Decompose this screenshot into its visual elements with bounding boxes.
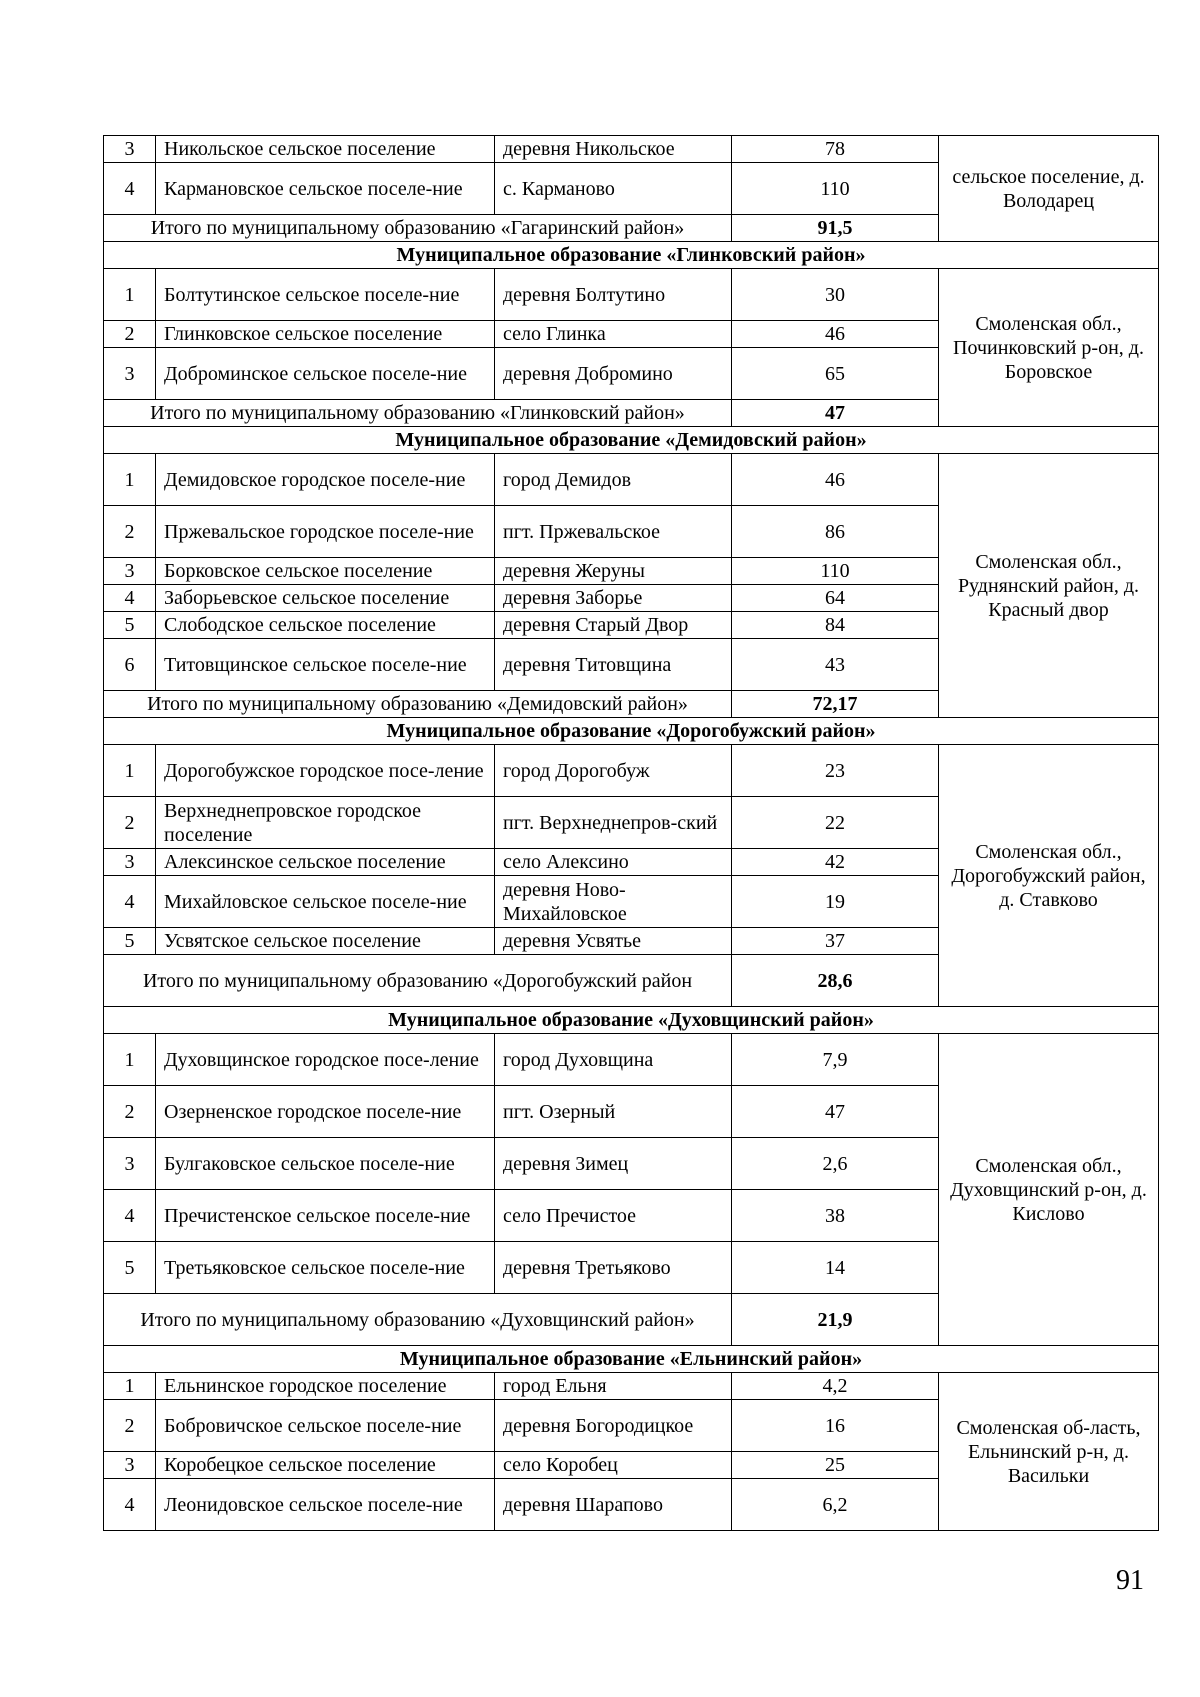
- value-cell: 78: [732, 136, 939, 163]
- section-header-row: [104, 1007, 1159, 1034]
- settlement-name: Ельнинское городское поселение: [156, 1373, 495, 1400]
- value-cell: 43: [732, 639, 939, 691]
- total-label: Итого по муниципальному образованию «Дорогобужский район: [104, 955, 732, 1007]
- page-number: 91: [1116, 1565, 1144, 1596]
- row-number: 4: [104, 876, 156, 928]
- row-number: 5: [104, 612, 156, 639]
- section-title: Муниципальное образование «Ельнинский район»: [104, 1346, 1159, 1373]
- value-cell: 38: [732, 1190, 939, 1242]
- settlement-name: Пречистенское сельское поселе-ние: [156, 1190, 495, 1242]
- admin-center: деревня Жеруны: [495, 558, 732, 585]
- admin-center: город Ельня: [495, 1373, 732, 1400]
- row-number: 2: [104, 1086, 156, 1138]
- admin-location: Смоленская обл., Руднянский район, д. Красный двор: [939, 454, 1159, 718]
- settlement-name: Доброминское сельское поселе-ние: [156, 348, 495, 400]
- total-value: 28,6: [732, 955, 939, 1007]
- settlements-table: [103, 135, 1159, 1531]
- table-row: [104, 1034, 1159, 1086]
- row-number: 2: [104, 1400, 156, 1452]
- value-cell: 42: [732, 849, 939, 876]
- total-label: Итого по муниципальному образованию «Демидовский район»: [104, 691, 732, 718]
- value-cell: 2,6: [732, 1138, 939, 1190]
- value-cell: 30: [732, 269, 939, 321]
- row-number: 4: [104, 1479, 156, 1531]
- section-title: Муниципальное образование «Дорогобужский район»: [104, 718, 1159, 745]
- value-cell: 14: [732, 1242, 939, 1294]
- total-value: 21,9: [732, 1294, 939, 1346]
- settlement-name: Бобровичское сельское поселе-ние: [156, 1400, 495, 1452]
- value-cell: 4,2: [732, 1373, 939, 1400]
- row-number: 1: [104, 745, 156, 797]
- section-header-row: [104, 242, 1159, 269]
- settlement-name: Глинковское сельское поселение: [156, 321, 495, 348]
- row-number: 6: [104, 639, 156, 691]
- settlement-name: Никольское сельское поселение: [156, 136, 495, 163]
- row-number: 1: [104, 1373, 156, 1400]
- admin-location: Смоленская об-ласть, Ельнинский р-н, д. Васильки: [939, 1373, 1159, 1531]
- settlement-name: Дорогобужское городское посе-ление: [156, 745, 495, 797]
- row-number: 1: [104, 269, 156, 321]
- row-number: 3: [104, 348, 156, 400]
- admin-center: город Демидов: [495, 454, 732, 506]
- admin-location: Смоленская обл., Починковский р-он, д. Боровское: [939, 269, 1159, 427]
- settlement-name: Озерненское городское поселе-ние: [156, 1086, 495, 1138]
- admin-center: пгт. Пржевальское: [495, 506, 732, 558]
- row-number: 3: [104, 558, 156, 585]
- settlement-name: Кармановское сельское поселе-ние: [156, 163, 495, 215]
- value-cell: 6,2: [732, 1479, 939, 1531]
- admin-center: деревня Усвятье: [495, 928, 732, 955]
- total-label: Итого по муниципальному образованию «Гагаринский район»: [104, 215, 732, 242]
- value-cell: 19: [732, 876, 939, 928]
- value-cell: 23: [732, 745, 939, 797]
- row-number: 2: [104, 797, 156, 849]
- row-number: 1: [104, 454, 156, 506]
- settlement-name: Пржевальское городское поселе-ние: [156, 506, 495, 558]
- admin-center: деревня Никольское: [495, 136, 732, 163]
- settlement-name: Алексинское сельское поселение: [156, 849, 495, 876]
- admin-center: город Дорогобуж: [495, 745, 732, 797]
- admin-center: деревня Богородицкое: [495, 1400, 732, 1452]
- settlement-name: Коробецкое сельское поселение: [156, 1452, 495, 1479]
- row-number: 5: [104, 1242, 156, 1294]
- section-title: Муниципальное образование «Духовщинский район»: [104, 1007, 1159, 1034]
- settlement-name: Усвятское сельское поселение: [156, 928, 495, 955]
- admin-center: село Коробец: [495, 1452, 732, 1479]
- settlement-name: Демидовское городское поселе-ние: [156, 454, 495, 506]
- value-cell: 7,9: [732, 1034, 939, 1086]
- admin-center: деревня Заборье: [495, 585, 732, 612]
- total-value: 72,17: [732, 691, 939, 718]
- value-cell: 86: [732, 506, 939, 558]
- section-header-row: [104, 1346, 1159, 1373]
- row-number: 4: [104, 585, 156, 612]
- admin-center: село Алексино: [495, 849, 732, 876]
- section-title: Муниципальное образование «Глинковский район»: [104, 242, 1159, 269]
- admin-location: Смоленская обл., Дорогобужский район, д. Ставково: [939, 745, 1159, 1007]
- settlement-name: Болтутинское сельское поселе-ние: [156, 269, 495, 321]
- value-cell: 64: [732, 585, 939, 612]
- admin-center: деревня Старый Двор: [495, 612, 732, 639]
- row-number: 2: [104, 506, 156, 558]
- settlement-name: Михайловское сельское поселе-ние: [156, 876, 495, 928]
- total-label: Итого по муниципальному образованию «Духовщинский район»: [104, 1294, 732, 1346]
- total-label: Итого по муниципальному образованию «Глинковский район»: [104, 400, 732, 427]
- value-cell: 22: [732, 797, 939, 849]
- admin-center: деревня Зимец: [495, 1138, 732, 1190]
- row-number: 2: [104, 321, 156, 348]
- value-cell: 65: [732, 348, 939, 400]
- admin-center: деревня Болтутино: [495, 269, 732, 321]
- row-number: 3: [104, 849, 156, 876]
- admin-center: деревня Ново-Михайловское: [495, 876, 732, 928]
- value-cell: 25: [732, 1452, 939, 1479]
- admin-location: Смоленская обл., Духовщинский р-он, д. Кислово: [939, 1034, 1159, 1346]
- value-cell: 46: [732, 454, 939, 506]
- section-header-row: [104, 427, 1159, 454]
- row-number: 3: [104, 1138, 156, 1190]
- row-number: 1: [104, 1034, 156, 1086]
- settlement-name: Слободское сельское поселение: [156, 612, 495, 639]
- row-number: 5: [104, 928, 156, 955]
- settlement-name: Леонидовское сельское поселе-ние: [156, 1479, 495, 1531]
- settlement-name: Духовщинское городское посе-ление: [156, 1034, 495, 1086]
- row-number: 3: [104, 136, 156, 163]
- section-title: Муниципальное образование «Демидовский район»: [104, 427, 1159, 454]
- admin-center: деревня Добромино: [495, 348, 732, 400]
- table-row: [104, 745, 1159, 797]
- settlement-name: Верхнеднепровское городское поселение: [156, 797, 495, 849]
- value-cell: 37: [732, 928, 939, 955]
- value-cell: 110: [732, 558, 939, 585]
- admin-center: деревня Третьяково: [495, 1242, 732, 1294]
- settlement-name: Третьяковское сельское поселе-ние: [156, 1242, 495, 1294]
- admin-center: село Пречистое: [495, 1190, 732, 1242]
- admin-center: город Духовщина: [495, 1034, 732, 1086]
- value-cell: 46: [732, 321, 939, 348]
- section-header-row: [104, 718, 1159, 745]
- admin-center: село Глинка: [495, 321, 732, 348]
- table-row: [104, 269, 1159, 321]
- value-cell: 110: [732, 163, 939, 215]
- row-number: 3: [104, 1452, 156, 1479]
- value-cell: 47: [732, 1086, 939, 1138]
- admin-center: пгт. Озерный: [495, 1086, 732, 1138]
- value-cell: 84: [732, 612, 939, 639]
- admin-location: сельское поселение, д. Володарец: [939, 136, 1159, 242]
- settlement-name: Булгаковское сельское поселе-ние: [156, 1138, 495, 1190]
- settlement-name: Заборьевское сельское поселение: [156, 585, 495, 612]
- admin-center: пгт. Верхнеднепров-ский: [495, 797, 732, 849]
- total-value: 47: [732, 400, 939, 427]
- row-number: 4: [104, 1190, 156, 1242]
- table-row: [104, 136, 1159, 163]
- row-number: 4: [104, 163, 156, 215]
- settlement-name: Борковское сельское поселение: [156, 558, 495, 585]
- admin-center: деревня Титовщина: [495, 639, 732, 691]
- settlement-name: Титовщинское сельское поселе-ние: [156, 639, 495, 691]
- total-value: 91,5: [732, 215, 939, 242]
- table-row: [104, 1373, 1159, 1400]
- admin-center: деревня Шарапово: [495, 1479, 732, 1531]
- table-row: [104, 454, 1159, 506]
- admin-center: с. Карманово: [495, 163, 732, 215]
- value-cell: 16: [732, 1400, 939, 1452]
